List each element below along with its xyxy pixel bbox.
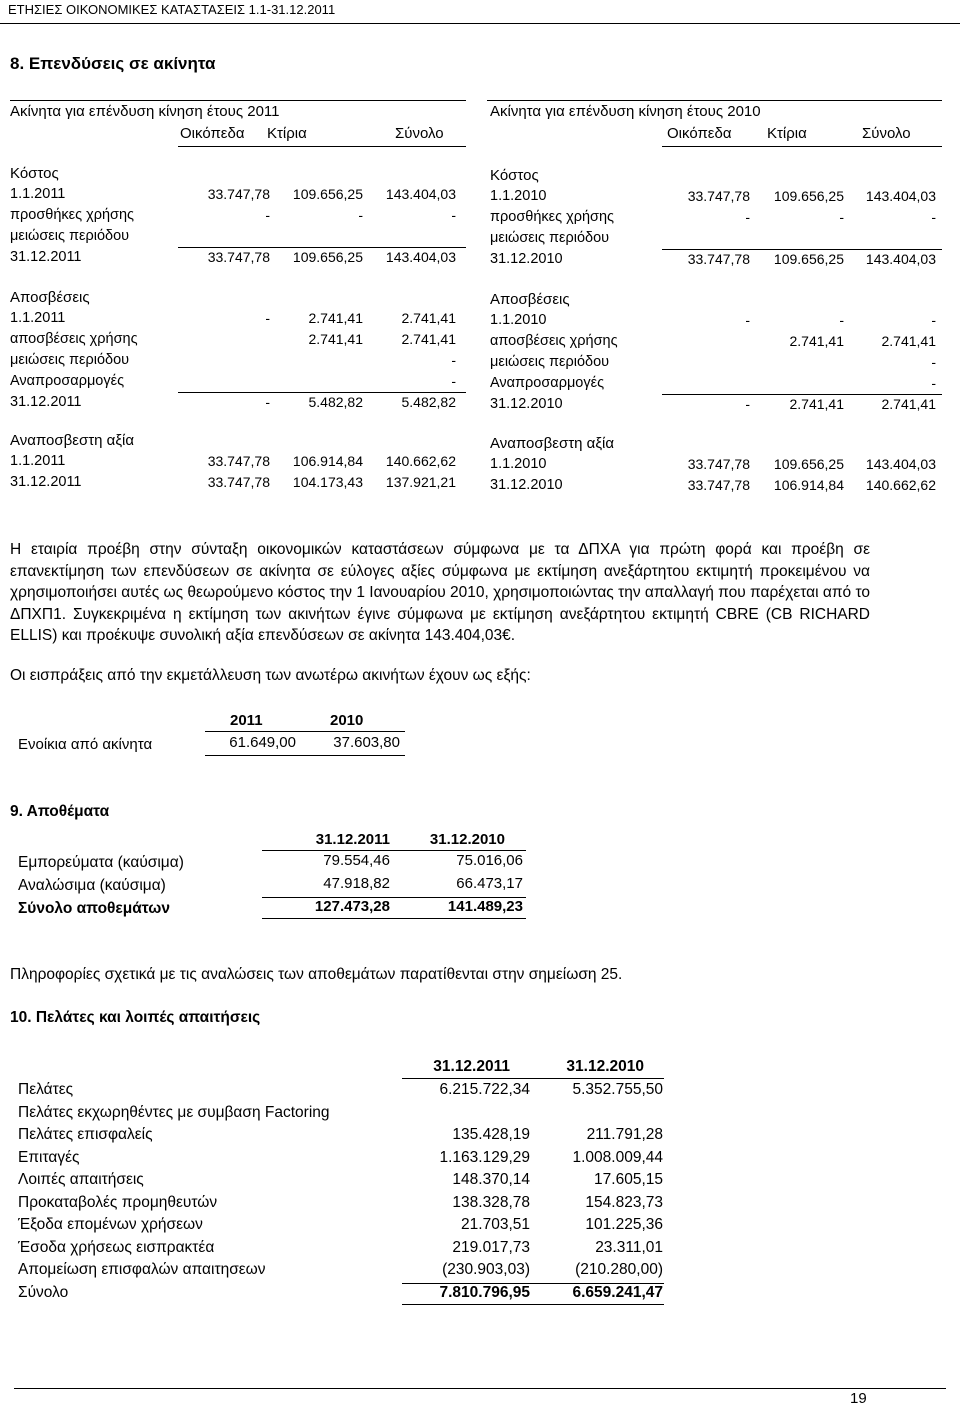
col-header-buildings: Κτίρια: [767, 125, 807, 142]
dep-group-title: Αποσβέσεις: [10, 289, 90, 306]
subtotal-rule: [662, 394, 942, 395]
page-number: 19: [850, 1390, 867, 1407]
cell-buildings: 109.656,25: [773, 188, 844, 204]
receivables-value-2011: 1.163.129,29: [439, 1148, 530, 1166]
cell-total: 140.662,62: [865, 477, 936, 493]
receivables-value-2010: 101.225,36: [585, 1216, 663, 1233]
cell-total: -: [451, 352, 456, 368]
receivables-value-2011: 138.328,78: [452, 1193, 530, 1211]
inventory-header-rule: [262, 850, 526, 851]
inventory-header-2011: 31.12.2011: [315, 831, 390, 848]
cell-land: -: [745, 209, 750, 225]
rent-year-2010: 2010: [330, 712, 364, 729]
header-rule: [0, 23, 960, 24]
rent-label: Ενοίκια από ακίνητα: [18, 736, 153, 753]
cell-buildings: -: [839, 312, 844, 328]
table-top-rule: [487, 100, 942, 101]
cell-total: 2.741,41: [401, 310, 456, 326]
cell-total: 143.404,03: [385, 249, 456, 265]
row-label: αποσβέσεις χρήσης: [10, 331, 138, 347]
cell-total: -: [451, 373, 456, 389]
cell-total: 137.921,21: [385, 474, 456, 490]
row-label: 31.12.2010: [490, 477, 563, 493]
cell-buildings: 109.656,25: [292, 249, 363, 265]
cell-land: 33.747,78: [687, 456, 750, 472]
cell-total: 2.741,41: [881, 333, 936, 349]
subtotal-rule: [178, 247, 466, 248]
receivables-value-2010: 23.311,01: [595, 1238, 663, 1256]
receivables-row-label: Προκαταβολές προμηθευτών: [18, 1193, 218, 1211]
cell-total: 2.741,41: [401, 331, 456, 347]
receivables-subtotal-rule: [402, 1283, 664, 1284]
cell-total: -: [931, 375, 936, 391]
receivables-row-label: Πελάτες: [18, 1081, 74, 1098]
row-label: 31.12.2011: [10, 394, 82, 410]
col-header-buildings: Κτίρια: [267, 125, 307, 142]
receivables-row-label: Επιταγές: [18, 1148, 80, 1166]
cell-buildings: 2.741,41: [789, 396, 844, 412]
row-label: 31.12.2011: [10, 249, 82, 265]
row-label: μειώσεις περιόδου: [490, 230, 610, 246]
receivables-value-2011: 219.017,73: [452, 1238, 530, 1256]
cell-buildings: 106.914,84: [292, 453, 363, 469]
cost-group-title: Κόστος: [10, 165, 59, 182]
cell-land: -: [265, 310, 270, 326]
row-label: 1.1.2010: [490, 312, 547, 328]
cell-buildings: 5.482,82: [308, 394, 363, 410]
receivables-value-2010: 211.791,28: [586, 1126, 663, 1143]
row-label: 31.12.2010: [490, 251, 563, 267]
cell-total: -: [931, 312, 936, 328]
receivables-value-2011: 6.215.722,34: [439, 1081, 530, 1098]
receivables-header-2010: 31.12.2010: [566, 1058, 644, 1075]
row-label: Αναπροσαρμογές: [10, 373, 125, 389]
cell-total: -: [451, 207, 456, 223]
cell-land: -: [265, 394, 270, 410]
cell-total: 2.741,41: [881, 396, 936, 412]
cell-land: 33.747,78: [687, 188, 750, 204]
row-label: μειώσεις περιόδου: [490, 354, 610, 370]
rent-header-rule: [205, 731, 405, 732]
receivables-row-label: Έξοδα επομένων χρήσεων: [18, 1216, 203, 1233]
row-label: Αναπροσαρμογές: [490, 375, 605, 391]
cell-total: 140.662,62: [385, 453, 456, 469]
receivables-row-label: Έσοδα χρήσεως εισπρακτέα: [18, 1238, 215, 1256]
subtotal-rule: [178, 392, 466, 393]
cell-land: 33.747,78: [207, 186, 270, 202]
receivables-value-2011: 135.428,19: [452, 1126, 530, 1143]
col-header-total: Σύνολο: [395, 125, 444, 142]
receivables-value-2010: 154.823,73: [585, 1193, 663, 1211]
rent-year-2011: 2011: [230, 712, 263, 729]
receivables-value-2011: (230.903,03): [442, 1261, 530, 1278]
inventory-row-label: Σύνολο αποθεμάτων: [18, 900, 170, 917]
col-header-total: Σύνολο: [862, 125, 911, 142]
cell-total: 143.404,03: [865, 188, 936, 204]
inventory-value-2010: 75.016,06: [456, 852, 523, 869]
receivables-total-rule: [402, 1304, 664, 1305]
row-label: μειώσεις περιόδου: [10, 228, 130, 244]
row-label: αποσβέσεις χρήσης: [490, 333, 618, 349]
cost-group-title: Κόστος: [490, 167, 539, 184]
inventory-value-2010: 66.473,17: [456, 875, 523, 892]
cell-land: 33.747,78: [687, 477, 750, 493]
document-header: ΕΤΗΣΙΕΣ ΟΙΚΟΝΟΜΙΚΕΣ ΚΑΤΑΣΤΑΣΕΙΣ 1.1-31.12.2011: [8, 2, 336, 17]
dep-group-title: Αποσβέσεις: [490, 291, 570, 308]
row-label: 1.1.2011: [10, 186, 66, 202]
receivables-value-2011: 21.703,51: [461, 1216, 530, 1233]
receivables-row-label: Σύνολο: [18, 1283, 69, 1301]
receivables-value-2010: (210.280,00): [575, 1261, 663, 1278]
inventory-value-2011: 47.918,82: [323, 875, 390, 892]
cell-land: -: [745, 396, 750, 412]
row-label: προσθήκες χρήσης: [10, 207, 135, 223]
inventory-subtotal-rule: [262, 897, 526, 898]
inventory-value-2011: 79.554,46: [323, 852, 390, 869]
row-label: 1.1.2011: [10, 453, 66, 469]
cell-land: 33.747,78: [207, 453, 270, 469]
cell-buildings: 109.656,25: [292, 186, 363, 202]
receivables-value-2010: 17.605,15: [594, 1171, 663, 1188]
col-header-rule: [178, 146, 466, 147]
section-8-title: 8. Επενδύσεις σε ακίνητα: [10, 54, 216, 73]
cell-total: 5.482,82: [401, 394, 456, 410]
receivables-row-label: Λοιπές απαιτήσεις: [18, 1171, 144, 1188]
cell-buildings: -: [839, 209, 844, 225]
cell-total: 143.404,03: [865, 456, 936, 472]
cell-buildings: 2.741,41: [789, 333, 844, 349]
rental-intro: Οι εισπράξεις από την εκμετάλλευση των ανωτέρω ακινήτων έχουν ως εξής:: [10, 667, 531, 684]
receivables-value-2011: 148.370,14: [452, 1171, 530, 1188]
inventory-note: Πληροφορίες σχετικά με τις αναλώσεις των αποθεμάτων παρατίθενται στην σημείωση 25.: [10, 966, 623, 983]
rent-bottom-rule: [205, 755, 405, 756]
receivables-value-2010: 1.008.009,44: [572, 1148, 663, 1166]
section-10-title: 10. Πελάτες και λοιπές απαιτήσεις: [10, 1009, 261, 1026]
row-label: μειώσεις περιόδου: [10, 352, 130, 368]
nbv-group-title: Αναποσβεστη αξία: [10, 432, 135, 449]
cell-buildings: -: [358, 207, 363, 223]
table-title: Ακίνητα για επένδυση κίνηση έτους 2011: [10, 103, 280, 120]
inventory-header-2010: 31.12.2010: [429, 831, 505, 848]
row-label: 31.12.2010: [490, 396, 563, 412]
nbv-group-title: Αναποσβεστη αξία: [490, 435, 615, 452]
inventory-row-label: Αναλώσιμα (καύσιμα): [18, 877, 166, 894]
section-9-title: 9. Αποθέματα: [10, 803, 110, 820]
col-header-land: Οικόπεδα: [180, 125, 245, 142]
row-label: 1.1.2010: [490, 188, 547, 204]
receivables-row-label: Πελάτες εκχωρηθέντες με συμβαση Factoring: [18, 1103, 330, 1121]
receivables-value-2010: 5.352.755,50: [572, 1081, 663, 1098]
table-top-rule: [10, 100, 466, 101]
cell-buildings: 104.173,43: [292, 474, 363, 490]
cell-total: 143.404,03: [385, 186, 456, 202]
cell-land: 33.747,78: [207, 474, 270, 490]
row-label: 31.12.2011: [10, 474, 82, 490]
cell-total: -: [931, 209, 936, 225]
cell-buildings: 106.914,84: [773, 477, 844, 493]
col-header-land: Οικόπεδα: [667, 125, 732, 142]
rent-value-2011: 61.649,00: [229, 734, 296, 751]
rent-value-2010: 37.603,80: [333, 734, 400, 751]
inventory-total-rule: [262, 918, 526, 919]
inventory-value-2010: 141.489,23: [447, 898, 523, 915]
receivables-header-rule: [402, 1078, 664, 1079]
cell-land: 33.747,78: [207, 249, 270, 265]
cell-total: 143.404,03: [865, 251, 936, 267]
inventory-value-2011: 127.473,28: [314, 898, 390, 915]
receivables-row-label: Απομείωση επισφαλών απαιτησεων: [18, 1261, 266, 1278]
row-label: 1.1.2010: [490, 456, 547, 472]
cell-buildings: 2.741,41: [308, 310, 363, 326]
receivables-value-2011: 7.810.796,95: [439, 1283, 530, 1301]
receivables-value-2010: 6.659.241,47: [572, 1283, 663, 1301]
cell-land: -: [745, 312, 750, 328]
investment-paragraph: Η εταιρία προέβη στην σύνταξη οικονομικών καταστάσεων σύμφωνα με τα ΔΠΧΑ για πρώτη φορά και προέβη σε επανεκτίμηση των επενδύσεων σε ακίνητα σε εύλογες αξίες σύμφωνα με εκτίμηση ανεξάρτητου εκτιμητή προκειμένου να χρησιμοποιήσει αυτές ως θεωρούμενο κόστος την 1 Ιανουαρίου 2010, χρησιμοποιώντας την απαλλαγή που παρέχεται από το ΔΠΧΠ1. Συγκεκριμένα η εκτίμηση των ακινήτων έγινε σύμφωνα με εκτίμηση ανεξάρτητου εκτιμητή CBRE (CB RICHARD ELLIS) και προέκυψε συνολική αξία επενδύσεων σε ακίνητα 143.404,03€.: [10, 541, 870, 644]
inventory-row-label: Εμπορεύματα (καύσιμα): [18, 854, 184, 871]
footer-rule: [14, 1388, 946, 1389]
receivables-row-label: Πελάτες επισφαλείς: [18, 1126, 153, 1143]
cell-total: -: [931, 354, 936, 370]
row-label: 1.1.2011: [10, 310, 66, 326]
receivables-header-2011: 31.12.2011: [433, 1058, 510, 1075]
row-label: προσθήκες χρήσης: [490, 209, 615, 225]
cell-buildings: 109.656,25: [773, 456, 844, 472]
col-header-rule: [662, 146, 942, 147]
subtotal-rule: [662, 249, 942, 250]
cell-buildings: 2.741,41: [308, 331, 363, 347]
cell-land: 33.747,78: [687, 251, 750, 267]
table-title: Ακίνητα για επένδυση κίνηση έτους 2010: [490, 103, 761, 120]
cell-buildings: 109.656,25: [773, 251, 844, 267]
cell-land: -: [265, 207, 270, 223]
